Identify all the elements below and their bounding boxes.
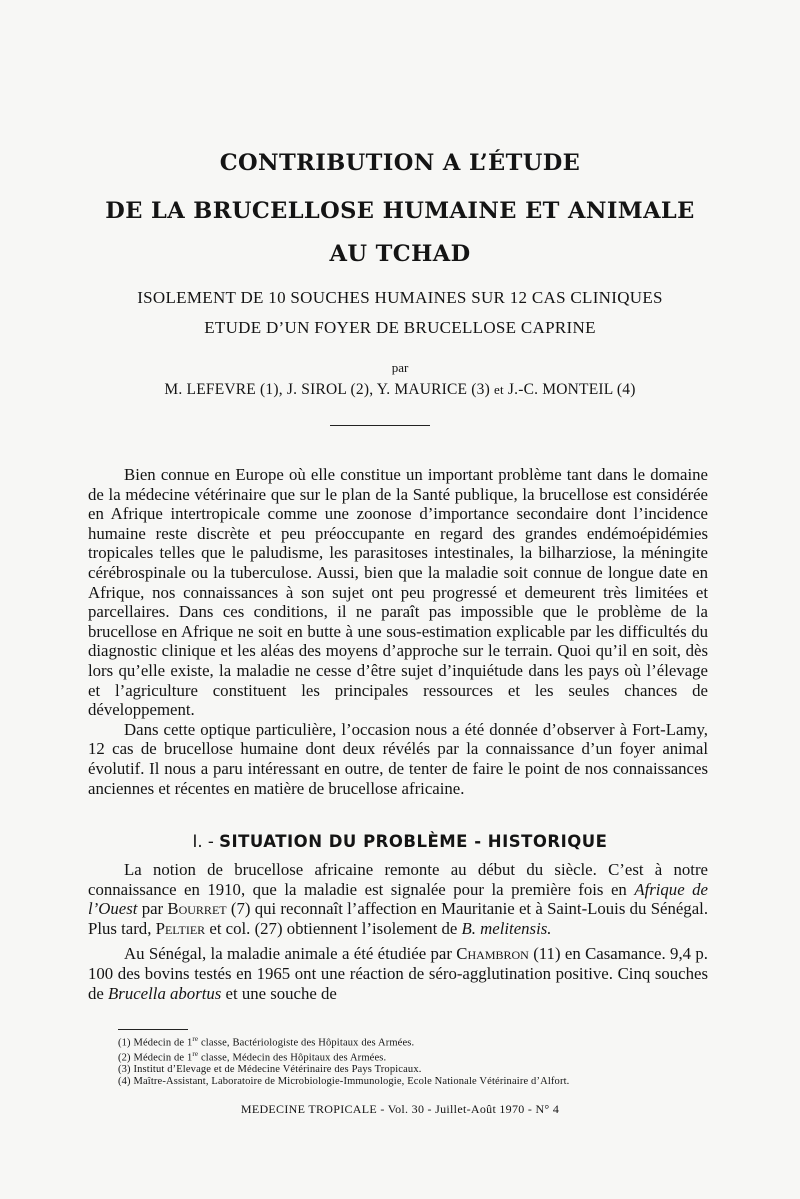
text-run: (1) Médecin de 1 [118, 1037, 193, 1049]
title-line-3: AU TCHAD [329, 241, 471, 267]
author-3: Y. MAURICE (3) [376, 381, 490, 398]
title-line-2: DE LA BRUCELLOSE HUMAINE ET ANIMALE [105, 198, 695, 224]
footnote-3: (3) Institut d’Elevage et de Médecine Vétérinaire des Pays Tropicaux. [118, 1064, 422, 1076]
section-paragraph-2 [88, 944, 708, 1003]
footnote-4: (4) Maître-Assistant, Laboratoire de Microbiologie-Immunologie, Ecole Nationale Vétérinaire d’Alfort. [118, 1075, 570, 1087]
region-name: Afrique de l’Ouest [88, 879, 708, 919]
superscript: re [192, 1035, 199, 1043]
author-4: J.-C. MONTEIL (4) [507, 381, 636, 398]
text-run: Au Sénégal, la maladie animale a été étudiée par [124, 944, 452, 964]
footnotes [118, 1034, 718, 1087]
species-name: B. melitensis. [461, 918, 552, 938]
journal-footer: MEDECINE TROPICALE - Vol. 30 - Juillet-Août 1970 - N° 4 [240, 1102, 560, 1116]
superscript: re [192, 1050, 199, 1059]
text-run: (7) qui reconnaît l’affection en Mauritanie et à Saint-Louis du Sénégal. Plus tard, [88, 899, 709, 938]
subtitle-line-2: ETUDE D’UN FOYER DE BRUCELLOSE CAPRINE [204, 318, 596, 337]
cited-author: Chambron [456, 944, 529, 964]
species-name: Brucella abortus [108, 983, 222, 1003]
section-title: SITUATION DU PROBLÈME - HISTORIQUE [219, 832, 608, 851]
text-run: classe, Bactériologiste des Hôpitaux des Armées. [198, 1037, 415, 1049]
title-separator-rule [330, 425, 430, 426]
text-run: (2) Médecin de 1 [118, 1052, 193, 1064]
section-number: I. - [192, 832, 214, 851]
text-run: et une souche de [225, 983, 337, 1003]
text-run: La notion de brucellose africaine remonte au début du siècle. C’est à notre connaissance en 1910, que la maladie est signalée pour la première fois en [88, 860, 708, 899]
author-2: J. SIROL (2), [286, 381, 374, 398]
subtitle-line-1: ISOLEMENT DE 10 SOUCHES HUMAINES SUR 12 CAS CLINIQUES [137, 288, 663, 307]
author-1: M. LEFEVRE (1), [164, 381, 283, 398]
cited-author: Bourret [167, 899, 227, 919]
section-heading [0, 832, 800, 851]
footnote-1 [118, 1034, 718, 1049]
text-run: et col. (27) obtiennent l’isolement de [209, 918, 458, 938]
author-conjunction: et [494, 382, 504, 397]
cited-author: Peltier [155, 918, 206, 938]
text-run: classe, Médecin des Hôpitaux des Armées. [198, 1052, 387, 1064]
intro-paragraph-2: Dans cette optique particulière, l’occasion nous a été donnée d’observer à Fort-Lamy, 12 cas de brucellose humaine dont deux révélés par la connaissance d’un foyer animal évolutif. Il nous a paru intéressant en outre, de tenter de faire le point de nos connaissances anciennes et récentes en matière de brucellose africaine. [88, 719, 708, 798]
section-paragraph-1 [88, 860, 708, 938]
text-run: par [141, 899, 164, 919]
title-line-1: CONTRIBUTION A L’ÉTUDE [219, 150, 581, 176]
introduction [88, 465, 708, 798]
text-run: (11) en Casamance. 9,4 p. 100 des bovins testés en 1965 ont une réaction de séro-agglutination positive. Cinq souches de [88, 944, 708, 1003]
author-list [0, 381, 800, 399]
section-body [88, 860, 708, 1003]
byline-par: par [391, 360, 409, 375]
footnote-rule [118, 1029, 188, 1030]
intro-paragraph-1: Bien connue en Europe où elle constitue un important problème tant dans le domaine de la médecine vétérinaire que sur le plan de la Santé publique, la brucellose est considérée en Afrique intertropicale comme une zoonose d’importance secondaire dont l’incidence humaine reste discrète et peu préoccupante en regard des grandes endémoépidémies tropicales telles que le paludisme, les parasitoses intestinales, la bilharziose, la méningite cérébrospinale ou la tuberculose. Aussi, bien que la maladie soit connue de longue date en Afrique, nos connaissances à son sujet ont peu progressé et demeurent très limitées et parcellaires. Dans ces conditions, il ne paraît pas impossible que le problème de la brucellose en Afrique ne soit en butte à une sous-estimation explicable par les difficultés du diagnostic clinique et les aléas des moyens d’approche sur le terrain. Quoi qu’il en soit, dès lors qu’elle existe, la maladie ne cesse d’être sujet d’inquiétude dans les pays où l’élevage et l’agriculture constituent les principales ressources et les seules chances de développement. [88, 465, 708, 720]
footnote-2 [118, 1049, 718, 1064]
